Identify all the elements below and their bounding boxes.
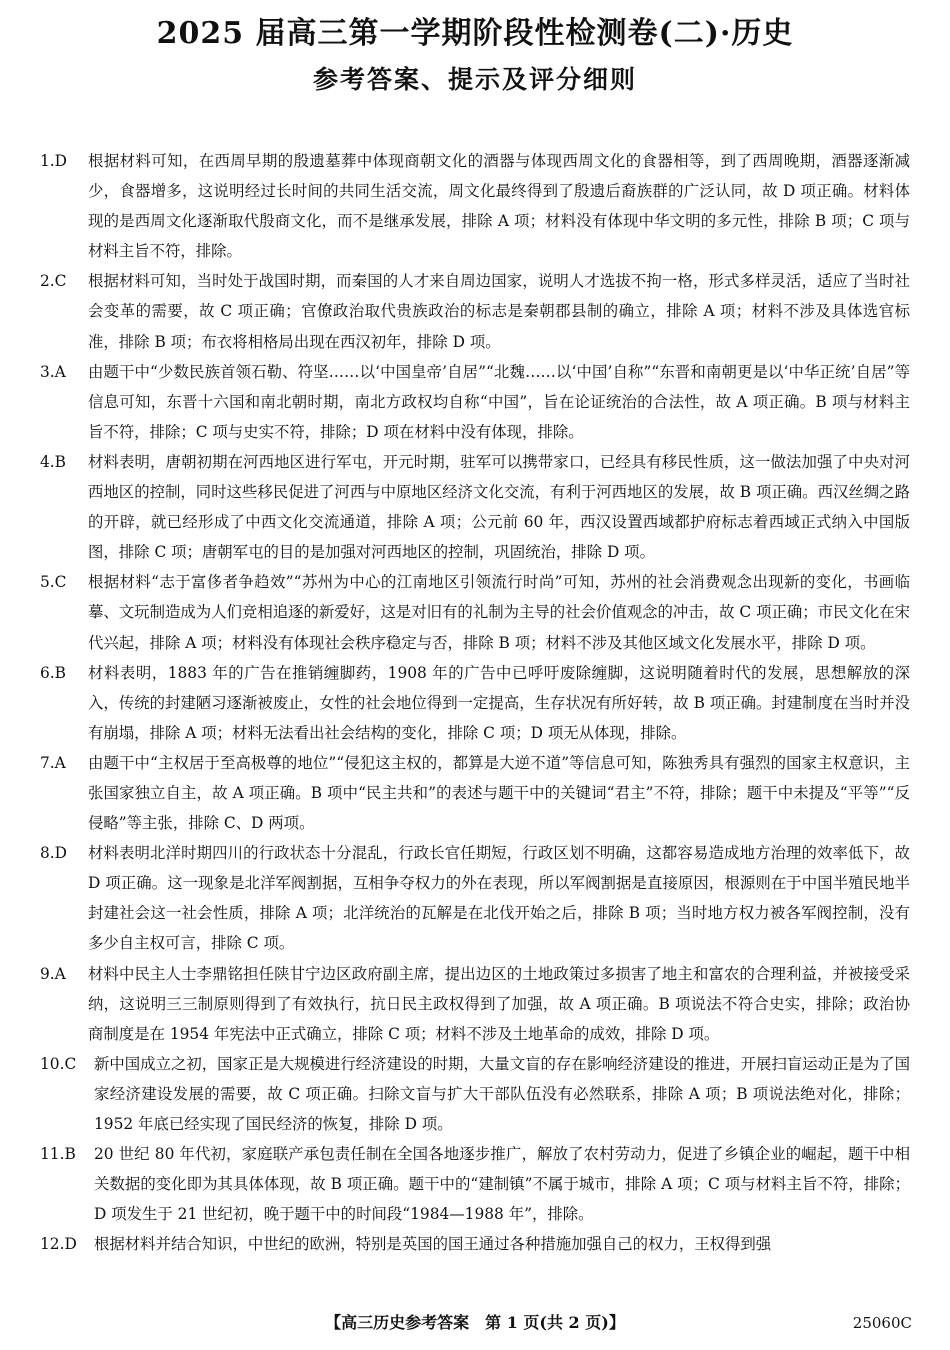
- page-title: 2025 届高三第一学期阶段性检测卷(二)·历史: [156, 16, 794, 51]
- answer-explanation: 材料中民主人士李鼎铭担任陕甘宁边区政府副主席，提出边区的土地政策过多损害了地主和富农的合理利益，并被接受采纳，这说明三三制原则得到了有效执行，抗日民主政权得到了加强，故 A 项正确。B 项说法不符合史实，排除；政治协商制度是在 1954 年宪法中正式确立，排除 C 项；材料不涉及土地革命的成效，排除 D 项。: [88, 964, 910, 1043]
- answer-item: [40, 838, 910, 958]
- answer-number: 9.A: [40, 964, 66, 983]
- answer-number: 6.B: [40, 663, 66, 682]
- answer-item: [40, 658, 910, 748]
- answer-explanation: 根据材料可知，在西周早期的殷遗墓葬中体现商朝文化的酒器与体现西周文化的食器相等，到了西周晚期，酒器逐渐减少，食器增多，这说明经过长时间的共同生活交流，周文化最终得到了殷遗后裔族群的广泛认同，故 D 项正确。材料体现的是西周文化逐渐取代殷商文化，而不是继承发展，排除 A 项；材料没有体现中华文明的多元性，排除 B 项；C 项与材料主旨不符，排除。: [88, 152, 910, 261]
- answer-number: 5.C: [40, 573, 67, 592]
- answer-list: [40, 146, 910, 1259]
- answer-number: 10.C: [40, 1054, 77, 1073]
- answer-item: [40, 1049, 910, 1139]
- answer-number: 2.C: [40, 272, 67, 291]
- answer-number: 3.A: [40, 362, 66, 381]
- answer-explanation: 新中国成立之初，国家正是大规模进行经济建设的时期，大量文盲的存在影响经济建设的推进，开展扫盲运动正是为了国家经济建设发展的需要，故 C 项正确。扫除文盲与扩大干部队伍没有必然联系，排除 A 项；B 项说法绝对化，排除；1952 年底已经实现了国民经济的恢复，排除 D 项。: [94, 1054, 910, 1133]
- answer-explanation: 材料表明，1883 年的广告在推销缠脚药，1908 年的广告中已呼吁废除缠脚，这说明随着时代的发展，思想解放的深入，传统的封建陋习逐渐被废止，女性的社会地位得到一定提高，生存状况有所好转，故 B 项正确。封建制度在当时并没有崩塌，排除 A 项；材料无法看出社会结构的变化，排除 C 项；D 项无从体现，排除。: [88, 663, 910, 742]
- answer-item: [40, 146, 910, 266]
- answer-number: 8.D: [40, 844, 68, 863]
- answer-item: [40, 567, 910, 657]
- answer-item: [40, 1229, 910, 1259]
- answer-item: [40, 748, 910, 838]
- footer-page-label: 【高三历史参考答案 第 1 页(共 2 页)】: [325, 1313, 625, 1332]
- answer-item: [40, 357, 910, 447]
- answer-item: [40, 266, 910, 356]
- answer-number: 4.B: [40, 452, 66, 471]
- answer-item: [40, 1139, 910, 1229]
- page-footer: [0, 1308, 950, 1338]
- answer-item: [40, 447, 910, 567]
- answer-explanation: 由题干中“少数民族首领石勒、符坚……以‘中国皇帝’自居”“北魏……以‘中国’自称”“东晋和南朝更是以‘中华正统’自居”等信息可知，东晋十六国和南北朝时期，南北方政权均自称“中国”，旨在论证统治的合法性，故 A 项正确。B 项与材料主旨不符，排除；C 项与史实不符，排除；D 项在材料中没有体现，排除。: [88, 362, 910, 441]
- answer-item: [40, 959, 910, 1049]
- answer-number: 1.D: [40, 152, 68, 170]
- answer-explanation: 根据材料并结合知识，中世纪的欧洲，特别是英国的国王通过各种措施加强自己的权力，王权得到强: [94, 1235, 772, 1254]
- answer-number: 7.A: [40, 753, 66, 772]
- answer-explanation: 20 世纪 80 年代初，家庭联产承包责任制在全国各地逐步推广，解放了农村劳动力，促进了乡镇企业的崛起，题干中相关数据的变化即为其具体体现，故 B 项正确。题干中的“建制镇”不属于城市，排除 A 项；C 项与材料主旨不符，排除；D 项发生于 21 世纪初，晚于题干中的时间段“1984—1988 年”，排除。: [94, 1145, 910, 1224]
- answer-number: 12.D: [40, 1235, 77, 1254]
- footer-doc-code: 25060C: [852, 1314, 912, 1332]
- answer-explanation: 材料表明北洋时期四川的行政状态十分混乱，行政长官任期短，行政区划不明确，这都容易造成地方治理的效率低下，故 D 项正确。这一现象是北洋军阀割据，互相争夺权力的外在表现，所以军阀割据是直接原因，根源则在于中国半殖民地半封建社会这一社会性质，排除 A 项；北洋统治的瓦解是在北伐开始之后，排除 B 项；当时地方权力被各军阀控制，没有多少自主权可言，排除 C 项。: [88, 844, 910, 953]
- answer-explanation: 材料表明，唐朝初期在河西地区进行军屯，开元时期，驻军可以携带家口，已经具有移民性质，这一做法加强了中央对河西地区的控制，同时这些移民促进了河西与中原地区经济文化交流，有利于河西地区的发展，故 B 项正确。西汉丝绸之路的开辟，就已经形成了中西文化交流通道，排除 A 项；公元前 60 年，西汉设置西域都护府标志着西域正式纳入中国版图，排除 C 项；唐朝军屯的目的是加强对河西地区的控制，巩固统治，排除 D 项。: [88, 452, 910, 562]
- answer-explanation: 根据材料“志于富侈者争趋效”“苏州为中心的江南地区引领流行时尚”可知，苏州的社会消费观念出现新的变化，书画临摹、文玩制造成为人们竞相追逐的新爱好，这是对旧有的礼制为主导的社会价值观念的冲击，故 C 项正确；市民文化在宋代兴起，排除 A 项；材料没有体现社会秩序稳定与否，排除 B 项；材料不涉及其他区域文化发展水平，排除 D 项。: [88, 573, 910, 652]
- answer-explanation: 由题干中“主权居于至高极尊的地位”“侵犯这主权的，都算是大逆不道”等信息可知，陈独秀具有强烈的国家主权意识，主张国家独立自主，故 A 项正确。B 项中“民主共和”的表述与题干中的关键词“君主”不符，排除；题干中未提及“平等”“反侵略”等主张，排除 C、D 两项。: [88, 753, 910, 833]
- answer-explanation: 根据材料可知，当时处于战国时期，而秦国的人才来自周边国家，说明人才选拔不拘一格，形式多样灵活，适应了当时社会变革的需要，故 C 项正确；官僚政治取代贵族政治的标志是秦朝郡县制的确立，排除 A 项；材料不涉及具体选官标准，排除 B 项；布衣将相格局出现在西汉初年，排除 D 项。: [88, 272, 910, 351]
- page-subtitle: 参考答案、提示及评分细则: [312, 65, 637, 94]
- answer-number: 11.B: [40, 1145, 76, 1164]
